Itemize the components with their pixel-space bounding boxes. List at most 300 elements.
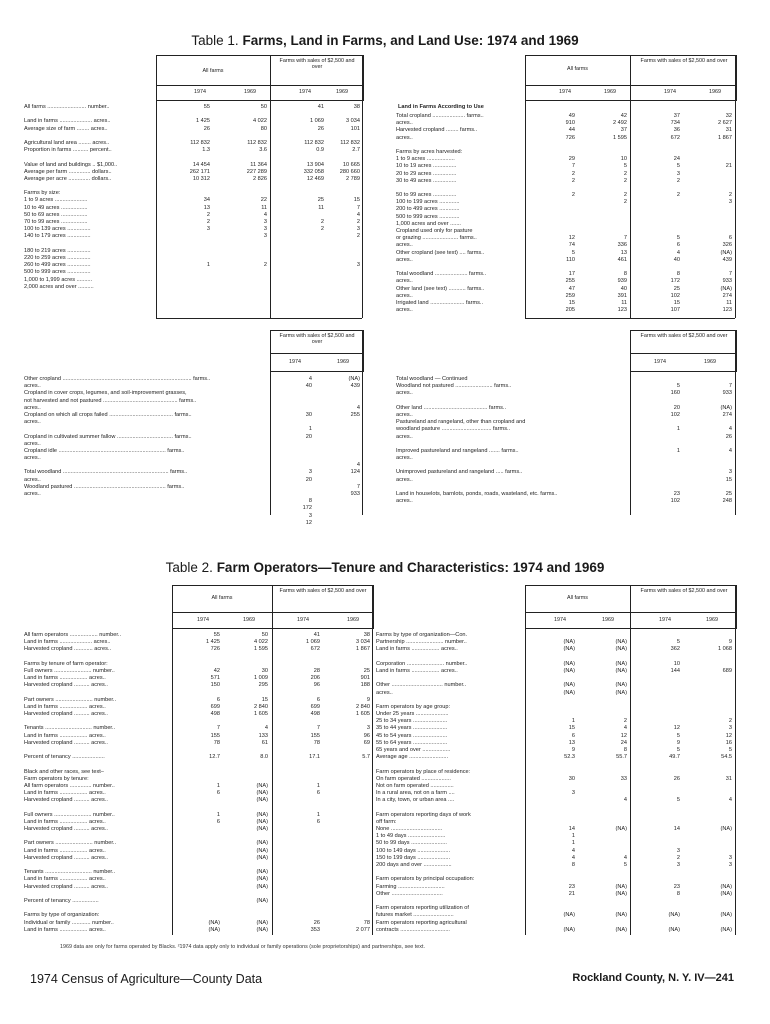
row-label: Percent of tenancy ................. — [24, 897, 99, 904]
cell-value: 40 — [620, 285, 627, 292]
row-label: Tenants .............................. number.. — [24, 725, 116, 732]
cell-value: (NA) — [563, 639, 575, 646]
cell-value: 2 077 — [356, 926, 370, 933]
cell-value — [690, 228, 732, 235]
table2-right-sales-1974 — [640, 632, 680, 934]
cell-value — [690, 654, 732, 661]
cell-value: 1 — [206, 262, 210, 269]
cell-value: 12 — [568, 235, 575, 242]
cell-value — [280, 747, 320, 754]
cell-value: 498 — [210, 711, 220, 718]
cell-value: 150 — [210, 682, 220, 689]
cell-value — [640, 675, 680, 682]
cell-value — [640, 805, 680, 812]
cell-value: 160 — [670, 390, 680, 397]
table1-right-header-sales: Farms with sales of $2,500 and over — [640, 58, 728, 64]
table1-title-main: Farms, Land in Farms, and Land Use: — [242, 33, 484, 48]
cell-value: 672 — [670, 134, 680, 141]
cell-value: 734 — [670, 120, 680, 127]
cell-value: 78 — [313, 739, 320, 746]
cell-value: 1 425 — [196, 118, 210, 125]
row-label: acres.. — [396, 278, 413, 285]
cell-value: 2 — [571, 170, 575, 177]
cell-value: 10 312 — [192, 175, 210, 182]
cell-value — [276, 455, 312, 462]
cell-value — [320, 455, 360, 462]
row-label: 100 to 139 acres ............... — [24, 226, 91, 233]
row-label: Average per farm .............. dollars.. — [24, 168, 112, 175]
table1-right-year-1969b: 1969 — [709, 89, 721, 95]
cell-value — [326, 747, 370, 754]
table2-right-sales-1969 — [690, 632, 732, 934]
cell-value: 4 — [728, 447, 732, 454]
row-label — [24, 747, 170, 754]
cell-value: 939 — [617, 278, 627, 285]
cell-value: 10 665 — [342, 161, 360, 168]
cell-value — [318, 183, 360, 190]
cell-value — [585, 675, 627, 682]
cell-value — [180, 884, 220, 891]
cell-value: (NA) — [563, 682, 575, 689]
cell-value: 2 627 — [718, 120, 732, 127]
cell-value: 3 — [728, 862, 732, 868]
cell-value — [535, 812, 575, 819]
cell-value — [585, 185, 627, 192]
cell-value: (NA) — [256, 797, 268, 804]
cell-value: 5 — [676, 383, 680, 390]
cell-value — [585, 761, 627, 768]
cell-value: (NA) — [256, 897, 268, 904]
row-label: Under 25 years ..................... — [376, 711, 449, 718]
cell-value — [640, 441, 680, 448]
cell-value — [326, 891, 370, 898]
cell-value — [535, 869, 575, 876]
table1-lower-left-header-sales: Farms with sales of $2,500 and over — [279, 333, 355, 345]
cell-value: (NA) — [615, 926, 627, 933]
row-label: None ................................. — [376, 826, 443, 833]
row-label: acres.. — [24, 455, 41, 462]
cell-value: 2 — [263, 262, 267, 269]
cell-value: 30 — [261, 667, 268, 674]
cell-value: 17.1 — [309, 754, 320, 761]
row-label: 100 to 199 acres ............. — [396, 199, 460, 206]
row-label: Unimproved pastureland and rangeland ..... farms.. — [396, 469, 523, 476]
cell-value: (NA) — [256, 790, 268, 797]
row-label: Harvested cropland .......... acres.. — [24, 797, 108, 804]
cell-value — [226, 769, 268, 776]
cell-value — [326, 790, 370, 797]
cell-value — [690, 869, 732, 876]
cell-value: 6 — [316, 696, 320, 703]
cell-value: 15 — [353, 197, 360, 204]
cell-value: 6 — [676, 242, 680, 249]
cell-value: 1 069 — [306, 639, 320, 646]
cell-value — [225, 241, 267, 248]
row-label — [24, 761, 170, 768]
row-label: Irrigated land ...................... farms.. — [396, 299, 484, 306]
row-label: 30 to 49 acres ............... — [396, 177, 457, 184]
row-label — [24, 154, 154, 161]
cell-value: 133 — [258, 732, 268, 739]
cell-value: 12 — [673, 725, 680, 732]
cell-value — [180, 862, 220, 869]
row-label: Harvested cropland ........ farms.. — [396, 127, 478, 134]
table2-left-header-all: All farms — [211, 595, 233, 601]
cell-value: 54.5 — [721, 754, 732, 761]
cell-value: (NA) — [720, 883, 732, 890]
cell-value: (NA) — [563, 912, 575, 919]
row-label: acres.. — [376, 689, 393, 696]
row-label: Cropland used only for pasture — [396, 228, 473, 234]
row-label: acres.. — [24, 419, 41, 426]
cell-value: 205 — [565, 307, 575, 314]
row-label — [396, 398, 628, 405]
cell-value — [690, 462, 732, 469]
cell-value — [640, 711, 680, 718]
row-label: Land in farms .................. acres.. — [24, 675, 106, 682]
cell-value: 41 — [313, 632, 320, 638]
cell-value — [326, 840, 370, 847]
cell-value — [318, 277, 360, 284]
row-label: Total woodland .................................................................... farms.. — [24, 469, 188, 476]
row-label: Farm operators reporting days of work — [376, 811, 471, 818]
row-label: 150 to 199 days ..................... — [376, 854, 450, 861]
row-label: Cropland in cover crops, legumes, and soil-improvement grasses, — [24, 390, 187, 397]
cell-value: 7 — [316, 725, 320, 732]
row-label: acres.. — [396, 411, 413, 418]
cell-value — [180, 826, 220, 833]
row-label: Harvested cropland .......... acres.. — [24, 739, 108, 746]
cell-value: 8 — [623, 747, 627, 753]
cell-value — [226, 912, 268, 919]
cell-value: 2 — [623, 177, 627, 184]
cell-value — [585, 704, 627, 711]
table1-right-edge — [525, 55, 526, 318]
cell-value: 8 — [308, 498, 312, 505]
row-label: 20 to 29 acres ............... — [396, 170, 457, 177]
cell-value — [280, 862, 320, 869]
cell-value: (NA) — [256, 826, 268, 833]
row-label: Percent of tenancy ..................... — [24, 754, 105, 761]
cell-value: 101 — [350, 125, 360, 132]
table2-title — [0, 560, 770, 575]
cell-value — [280, 718, 320, 725]
cell-value: 12 — [725, 732, 732, 739]
row-label: Part owners ........................ number.. — [24, 696, 117, 703]
cell-value — [640, 718, 680, 725]
cell-value — [640, 761, 680, 768]
cell-value: 21 — [725, 163, 732, 170]
cell-value: 3 — [356, 226, 360, 233]
cell-value — [226, 891, 268, 898]
cell-value — [585, 206, 627, 213]
cell-value: 933 — [350, 491, 360, 497]
table1-right-year-1974b: 1974 — [664, 89, 676, 95]
cell-value: 112 832 — [340, 139, 360, 146]
cell-value — [180, 898, 220, 905]
row-label — [24, 862, 170, 869]
cell-value — [690, 690, 732, 697]
cell-value — [280, 661, 320, 668]
cell-value: 3 — [728, 725, 732, 732]
row-label — [24, 805, 170, 812]
cell-value — [535, 185, 575, 192]
cell-value: 2 — [728, 192, 732, 199]
table2-right-edge — [525, 585, 526, 935]
cell-value: 26 — [725, 433, 732, 440]
table2-right-right-edge — [735, 585, 736, 935]
cell-value — [585, 920, 627, 927]
cell-value: 30 — [305, 411, 312, 418]
cell-value: (NA) — [720, 249, 732, 256]
cell-value — [585, 833, 627, 840]
cell-value: 498 — [310, 711, 320, 718]
cell-value — [180, 776, 220, 783]
cell-value — [585, 805, 627, 812]
cell-value: 12 — [305, 519, 312, 526]
cell-value — [226, 905, 268, 912]
cell-value: 61 — [261, 739, 268, 746]
table1-right-sales-1974 — [640, 113, 680, 314]
cell-value: 20 — [305, 476, 312, 483]
cell-value: 4 — [356, 462, 360, 469]
cell-value: 155 — [210, 732, 220, 739]
cell-value: 901 — [360, 675, 370, 682]
cell-value — [640, 434, 680, 441]
table1-right-section-title: Land in Farms According to Use — [398, 104, 484, 110]
cell-value: 3 — [308, 469, 312, 476]
cell-value — [320, 505, 360, 512]
row-label: 10 to 19 acres ............... — [396, 163, 457, 170]
cell-value — [585, 149, 627, 156]
cell-value — [180, 912, 220, 919]
row-label: Woodland pastured ........................................................... farms.. — [24, 483, 185, 490]
table2-left-year-1969a: 1969 — [243, 617, 255, 623]
cell-value — [640, 682, 680, 689]
cell-value — [170, 190, 210, 197]
cell-value: 112 832 — [247, 139, 267, 146]
cell-value — [326, 898, 370, 905]
table2-right-header-sales: Farms with sales of $2,500 and over — [640, 588, 728, 594]
cell-value: (NA) — [720, 404, 732, 411]
cell-value: (NA) — [256, 840, 268, 847]
row-label: acres.. — [396, 433, 413, 440]
cell-value — [585, 221, 627, 228]
cell-value — [585, 214, 627, 221]
cell-value: 11 — [621, 299, 627, 306]
row-label: Other land ......................................... farms.. — [396, 404, 507, 411]
row-label: acres.. — [24, 440, 41, 447]
cell-value: 42 — [620, 113, 627, 119]
cell-value: 6 — [728, 235, 732, 242]
row-label — [24, 111, 154, 118]
cell-value: 144 — [670, 667, 680, 674]
row-label: acres.. — [24, 404, 41, 411]
cell-value — [180, 747, 220, 754]
cell-value — [276, 419, 312, 426]
cell-value — [170, 241, 210, 248]
cell-value: (NA) — [668, 912, 680, 919]
cell-value: 726 — [210, 646, 220, 653]
cell-value: (NA) — [720, 912, 732, 919]
cell-value: 37 — [620, 127, 627, 134]
row-label: acres.. — [24, 383, 41, 390]
table2-left-edge — [172, 585, 173, 935]
cell-value: 3 034 — [346, 118, 360, 125]
cell-value: (NA) — [256, 869, 268, 876]
cell-value — [180, 840, 220, 847]
table1-left-year-1969b: 1969 — [336, 89, 348, 95]
cell-value — [170, 284, 210, 291]
row-label: Land in farms .................. acres.. — [24, 847, 106, 854]
cell-value — [225, 248, 267, 255]
cell-value — [690, 819, 732, 826]
cell-value: 4 022 — [253, 118, 267, 125]
cell-value: 9 — [728, 639, 732, 646]
cell-value — [640, 920, 680, 927]
cell-value — [640, 697, 680, 704]
table2-title-main: Farm Operators—Tenure and Characteristics: — [216, 560, 510, 575]
cell-value: 206 — [310, 675, 320, 682]
row-label: Farm operators reporting agricultural — [376, 919, 467, 926]
cell-value: 280 660 — [339, 168, 360, 175]
cell-value: 571 — [210, 675, 220, 682]
row-label: acres.. — [396, 134, 413, 141]
table1-right-all-1974 — [535, 113, 575, 314]
cell-value: 30 — [568, 775, 575, 782]
cell-value — [640, 704, 680, 711]
cell-value: 26 — [673, 775, 680, 782]
row-label: Full owners ........................ number.. — [24, 667, 115, 674]
cell-value — [280, 833, 320, 840]
cell-value: 80 — [260, 125, 267, 132]
cell-value: 2 840 — [356, 703, 370, 710]
cell-value — [320, 426, 360, 433]
cell-value — [640, 264, 680, 271]
cell-value — [326, 783, 370, 790]
row-label: acres.. — [396, 242, 413, 249]
cell-value: 3 — [676, 847, 680, 854]
cell-value: 4 — [571, 854, 575, 861]
cell-value — [326, 819, 370, 826]
row-label: Farms by type of organization: — [24, 912, 100, 919]
cell-value — [326, 826, 370, 833]
cell-value — [318, 111, 360, 118]
cell-value — [585, 898, 627, 905]
cell-value: (NA) — [720, 285, 732, 292]
cell-value: 5 — [676, 732, 680, 739]
cell-value — [326, 805, 370, 812]
cell-value: 6 — [216, 818, 220, 825]
cell-value: 3 — [728, 469, 732, 476]
cell-value — [226, 661, 268, 668]
cell-value: (NA) — [208, 926, 220, 933]
cell-value: 295 — [258, 682, 268, 689]
row-label: 180 to 219 acres ............... — [24, 247, 91, 254]
row-label — [376, 805, 524, 812]
cell-value: 14 454 — [192, 161, 210, 168]
cell-value — [585, 142, 627, 149]
cell-value: (NA) — [615, 826, 627, 833]
cell-value: 362 — [670, 646, 680, 653]
row-label: Other ................................. number.. — [376, 682, 467, 689]
cell-value: (NA) — [348, 376, 360, 382]
cell-value: 38 — [353, 104, 360, 110]
cell-value — [640, 869, 680, 876]
cell-value: 37 — [673, 113, 680, 119]
cell-value: (NA) — [256, 883, 268, 890]
row-label: Average age ......................... — [376, 754, 449, 761]
table1-left-sales-1969 — [318, 104, 360, 291]
cell-value: 6 — [571, 732, 575, 739]
cell-value: 274 — [722, 411, 732, 418]
cell-value: 20 — [673, 404, 680, 411]
cell-value: 1 — [216, 782, 220, 789]
table1-lower-right-divider — [630, 330, 631, 515]
cell-value — [180, 797, 220, 804]
table1-lower-right-year-1974: 1974 — [654, 359, 666, 365]
cell-value — [180, 869, 220, 876]
cell-value — [280, 805, 320, 812]
cell-value: 255 — [565, 278, 575, 285]
cell-value — [280, 690, 320, 697]
cell-value — [535, 761, 575, 768]
cell-value: (NA) — [615, 667, 627, 674]
cell-value — [318, 269, 360, 276]
cell-value: 8 — [676, 271, 680, 278]
cell-value: 910 — [565, 120, 575, 127]
cell-value: 17 — [568, 271, 575, 278]
cell-value: 6 — [316, 818, 320, 825]
cell-value: 1 — [676, 426, 680, 433]
cell-value: 7 — [356, 204, 360, 211]
cell-value — [280, 776, 320, 783]
row-label — [376, 761, 524, 768]
cell-value: 1 — [571, 840, 575, 847]
cell-value — [276, 390, 312, 397]
cell-value: 11 — [261, 204, 267, 211]
row-label: 140 to 179 acres ............... — [24, 233, 91, 240]
cell-value — [640, 905, 680, 912]
cell-value: 4 — [623, 854, 627, 861]
cell-value — [535, 905, 575, 912]
cell-value: 1 009 — [254, 675, 268, 682]
cell-value: 1 — [676, 447, 680, 454]
cell-value: 25 — [317, 197, 324, 204]
cell-value — [318, 255, 360, 262]
row-label: Harvested cropland .......... acres.. — [24, 682, 108, 689]
cell-value — [640, 142, 680, 149]
cell-value — [690, 441, 732, 448]
cell-value — [585, 905, 627, 912]
row-label: Land in farms .................. acres.. — [24, 732, 106, 739]
cell-value — [170, 277, 210, 284]
table1-left-year-1974b: 1974 — [299, 89, 311, 95]
table1-left-edge — [156, 55, 157, 318]
row-label: Farm operators reporting utilization of — [376, 905, 469, 912]
cell-value — [690, 661, 732, 668]
row-label — [396, 264, 524, 271]
cell-value — [690, 171, 732, 178]
table1-lower-right-year-rule — [630, 353, 735, 354]
table2-right-all-1969 — [585, 632, 627, 934]
cell-value — [180, 805, 220, 812]
row-label: Farms by tenure of farm operator: — [24, 660, 108, 667]
table1-left-all-1969 — [225, 104, 267, 291]
cell-value — [226, 862, 268, 869]
cell-value — [640, 185, 680, 192]
table2-left-sales-1974 — [280, 632, 320, 934]
